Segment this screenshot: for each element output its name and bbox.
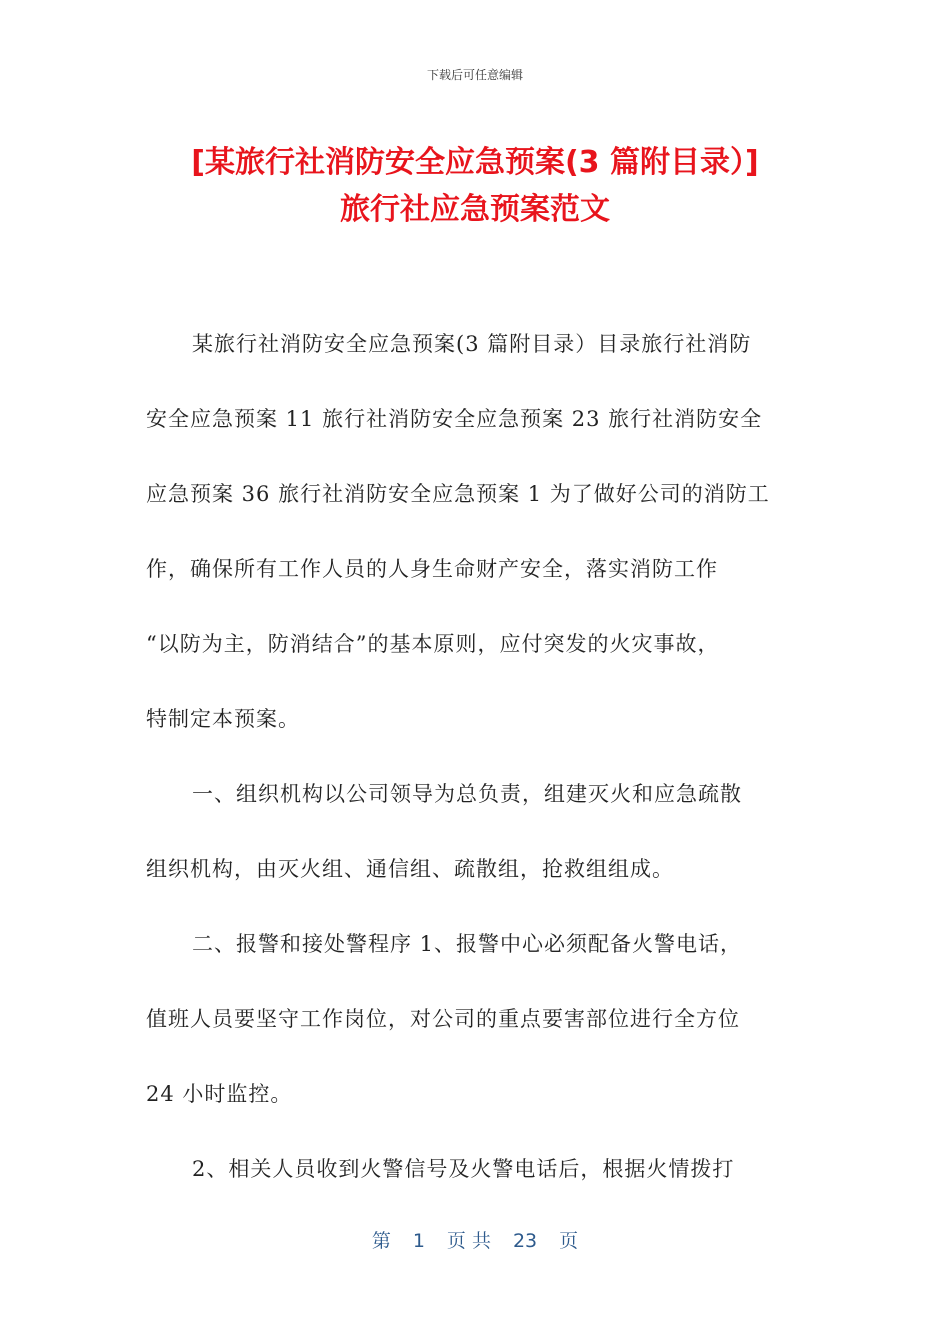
body-line: “以防为主，防消结合”的基本原则，应付突发的火灾事故， (146, 632, 720, 656)
document-title (100, 139, 850, 233)
body-line: 特制定本预案。 (146, 707, 300, 731)
footer-current-page: 1 (412, 1230, 425, 1252)
document-body (146, 324, 806, 1224)
title-line-1: [某旅行社消防安全应急预案(3 篇附目录）] (191, 145, 759, 180)
footer-page-mid: 页 共 (446, 1230, 491, 1252)
body-line: 安全应急预案 11 旅行社消防安全应急预案 23 旅行社消防安全 (146, 407, 763, 431)
body-line: 应急预案 36 旅行社消防安全应急预案 1 为了做好公司的消防工 (146, 482, 770, 506)
body-line: 24 小时监控。 (146, 1082, 293, 1106)
footer-total-pages: 23 (512, 1230, 538, 1252)
page-footer (0, 1226, 950, 1253)
body-line: 2、相关人员收到火警信号及火警电话后，根据火情拨打 (192, 1157, 735, 1181)
body-line: 一、组织机构以公司领导为总负责，组建灭火和应急疏散 (192, 782, 742, 806)
body-line: 组织机构，由灭火组、通信组、疏散组，抢救组组成。 (146, 857, 674, 881)
footer-page-suffix: 页 (559, 1230, 579, 1252)
title-line-2: 旅行社应急预案范文 (340, 192, 610, 227)
footer-page-prefix: 第 (371, 1230, 391, 1252)
body-line: 二、报警和接处警程序 1、报警中心必须配备火警电话， (192, 932, 743, 956)
body-line: 某旅行社消防安全应急预案(3 篇附目录）目录旅行社消防 (192, 332, 752, 356)
header-note: 下载后可任意编辑 (426, 68, 523, 82)
body-line: 作，确保所有工作人员的人身生命财产安全，落实消防工作 (146, 557, 718, 581)
body-line: 值班人员要坚守工作岗位，对公司的重点要害部位进行全方位 (146, 1007, 740, 1031)
